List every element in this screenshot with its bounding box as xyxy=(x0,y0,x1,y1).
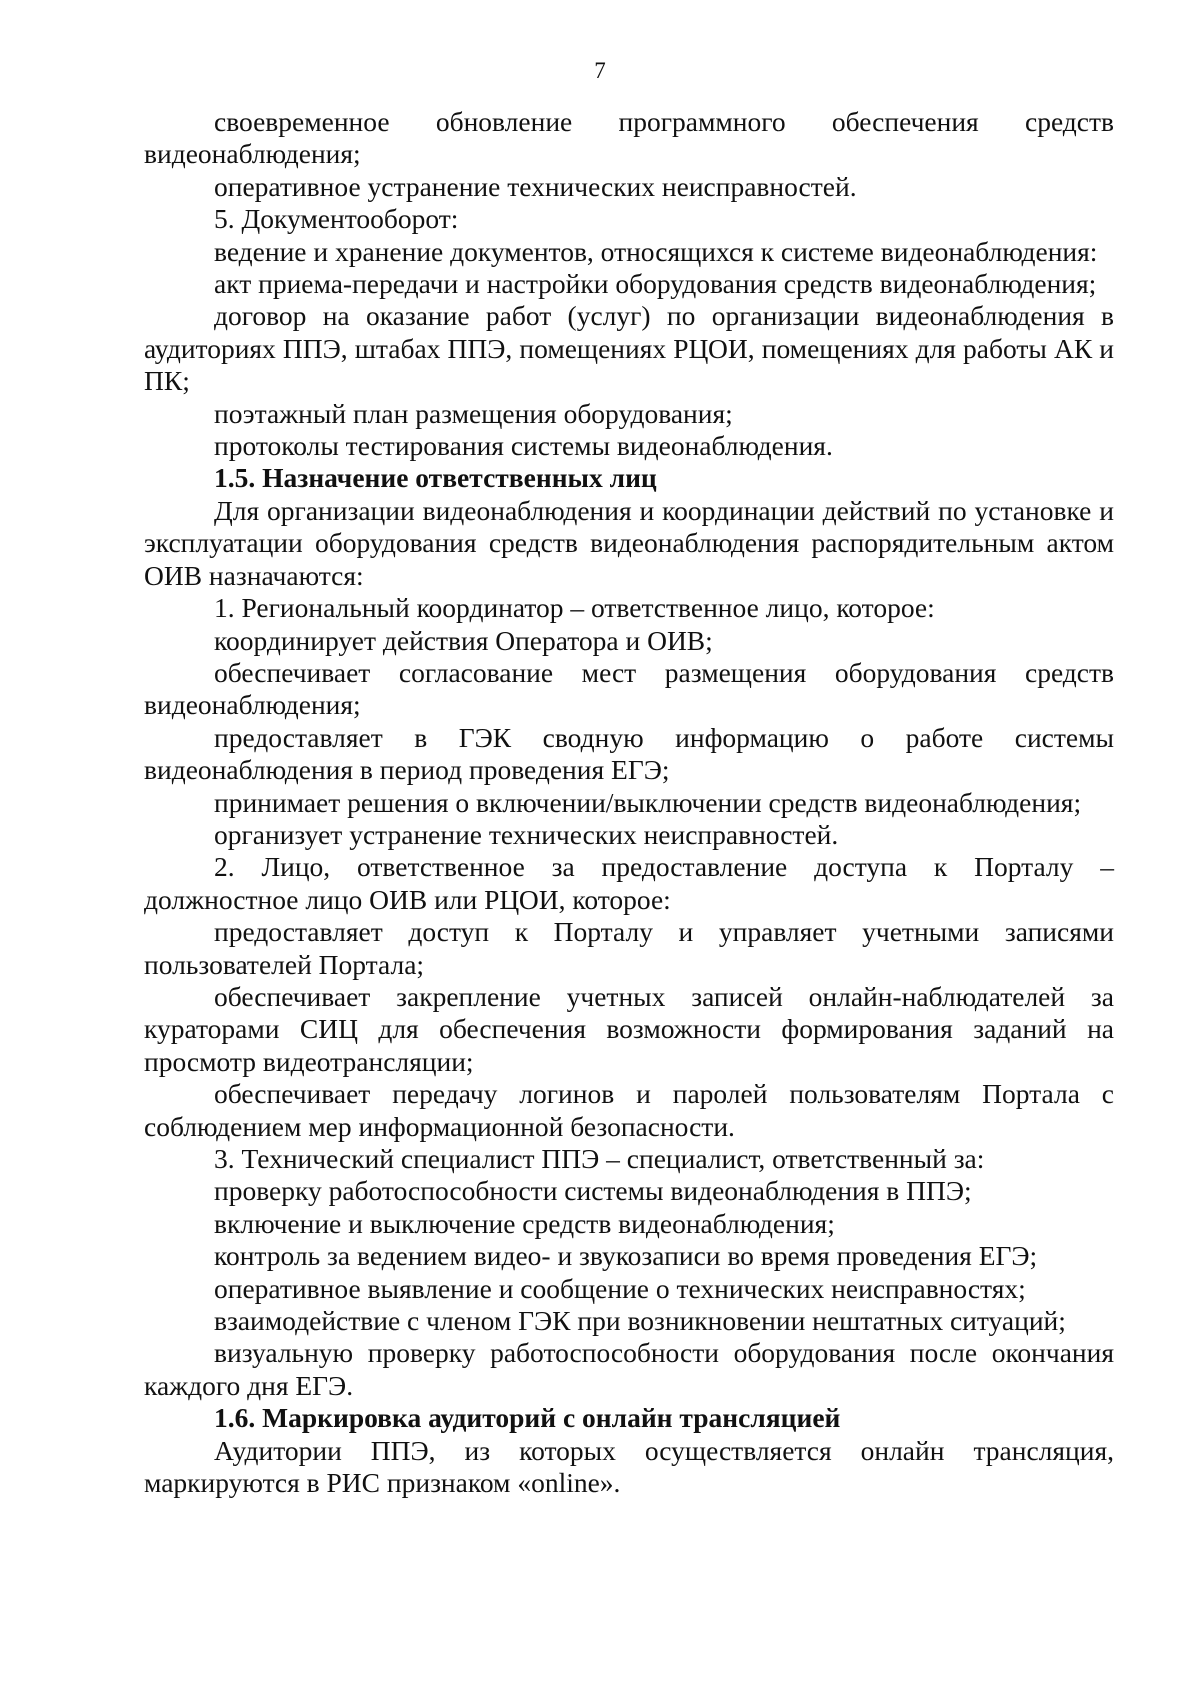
paragraph: включение и выключение средств видеонаблюдения; xyxy=(214,1207,835,1239)
paragraph: своевременное обновление программного обеспечения средств видеонаблюдения; xyxy=(144,106,1114,170)
paragraph: Аудитории ППЭ, из которых осуществляется онлайн трансляция, маркируются в РИС признаком «online». xyxy=(144,1434,1114,1499)
paragraph: контроль за ведением видео- и звукозаписи во время проведения ЕГЭ; xyxy=(214,1240,1038,1272)
paragraph: обеспечивает передачу логинов и паролей пользователям Портала с соблюдением мер информационной безопасности. xyxy=(144,1078,1114,1142)
paragraph: координирует действия Оператора и ОИВ; xyxy=(214,624,713,656)
paragraph: обеспечивает согласование мест размещения оборудования средств видеонаблюдения; xyxy=(144,656,1114,721)
paragraph: поэтажный план размещения оборудования; xyxy=(214,397,733,429)
paragraph: визуальную проверку работоспособности оборудования после окончания каждого дня ЕГЭ. xyxy=(144,1337,1114,1401)
section-heading: 1.5. Назначение ответственных лиц xyxy=(214,462,657,494)
paragraph: организует устранение технических неисправностей. xyxy=(214,818,839,850)
paragraph: проверку работоспособности системы видеонаблюдения в ППЭ; xyxy=(214,1175,972,1207)
paragraph: ведение и хранение документов, относящихся к системе видеонаблюдения: xyxy=(214,235,1098,267)
paragraph: принимает решения о включении/выключении средств видеонаблюдения; xyxy=(214,786,1082,818)
paragraph: акт приема-передачи и настройки оборудования средств видеонаблюдения; xyxy=(214,268,1097,300)
paragraph: обеспечивает закрепление учетных записей онлайн-наблюдателей за кураторами СИЦ для обеспечения возможности формирования заданий на просмотр видеотрансляции; xyxy=(144,980,1114,1077)
document-body xyxy=(144,106,1114,1499)
paragraph: предоставляет в ГЭК сводную информацию о работе системы видеонаблюдения в период проведения ЕГЭ; xyxy=(144,721,1114,786)
paragraph: оперативное выявление и сообщение о технических неисправностях; xyxy=(214,1272,1026,1304)
paragraph: 1. Региональный координатор – ответственное лицо, которое: xyxy=(214,592,935,624)
section-heading: 1.6. Маркировка аудиторий с онлайн трансляцией xyxy=(214,1402,841,1434)
paragraph: 3. Технический специалист ППЭ – специалист, ответственный за: xyxy=(214,1143,985,1174)
page-number: 7 xyxy=(594,58,606,83)
paragraph: предоставляет доступ к Порталу и управляет учетными записями пользователей Портала; xyxy=(144,916,1114,980)
paragraph: 5. Документооборот: xyxy=(214,203,459,235)
paragraph: Для организации видеонаблюдения и координации действий по установке и эксплуатации оборудования средств видеонаблюдения распорядительным актом ОИВ назначаются: xyxy=(144,494,1114,591)
paragraph: договор на оказание работ (услуг) по организации видеонаблюдения в аудиториях ППЭ, штабах ППЭ, помещениях РЦОИ, помещениях для работы АК и ПК; xyxy=(144,300,1114,397)
paragraph: взаимодействие с членом ГЭК при возникновении нештатных ситуаций; xyxy=(214,1305,1066,1337)
paragraph: протоколы тестирования системы видеонаблюдения. xyxy=(214,430,833,462)
paragraph: оперативное устранение технических неисправностей. xyxy=(214,170,857,202)
paragraph: 2. Лицо, ответственное за предоставление доступа к Порталу – должностное лицо ОИВ или РЦОИ, которое: xyxy=(144,851,1114,915)
